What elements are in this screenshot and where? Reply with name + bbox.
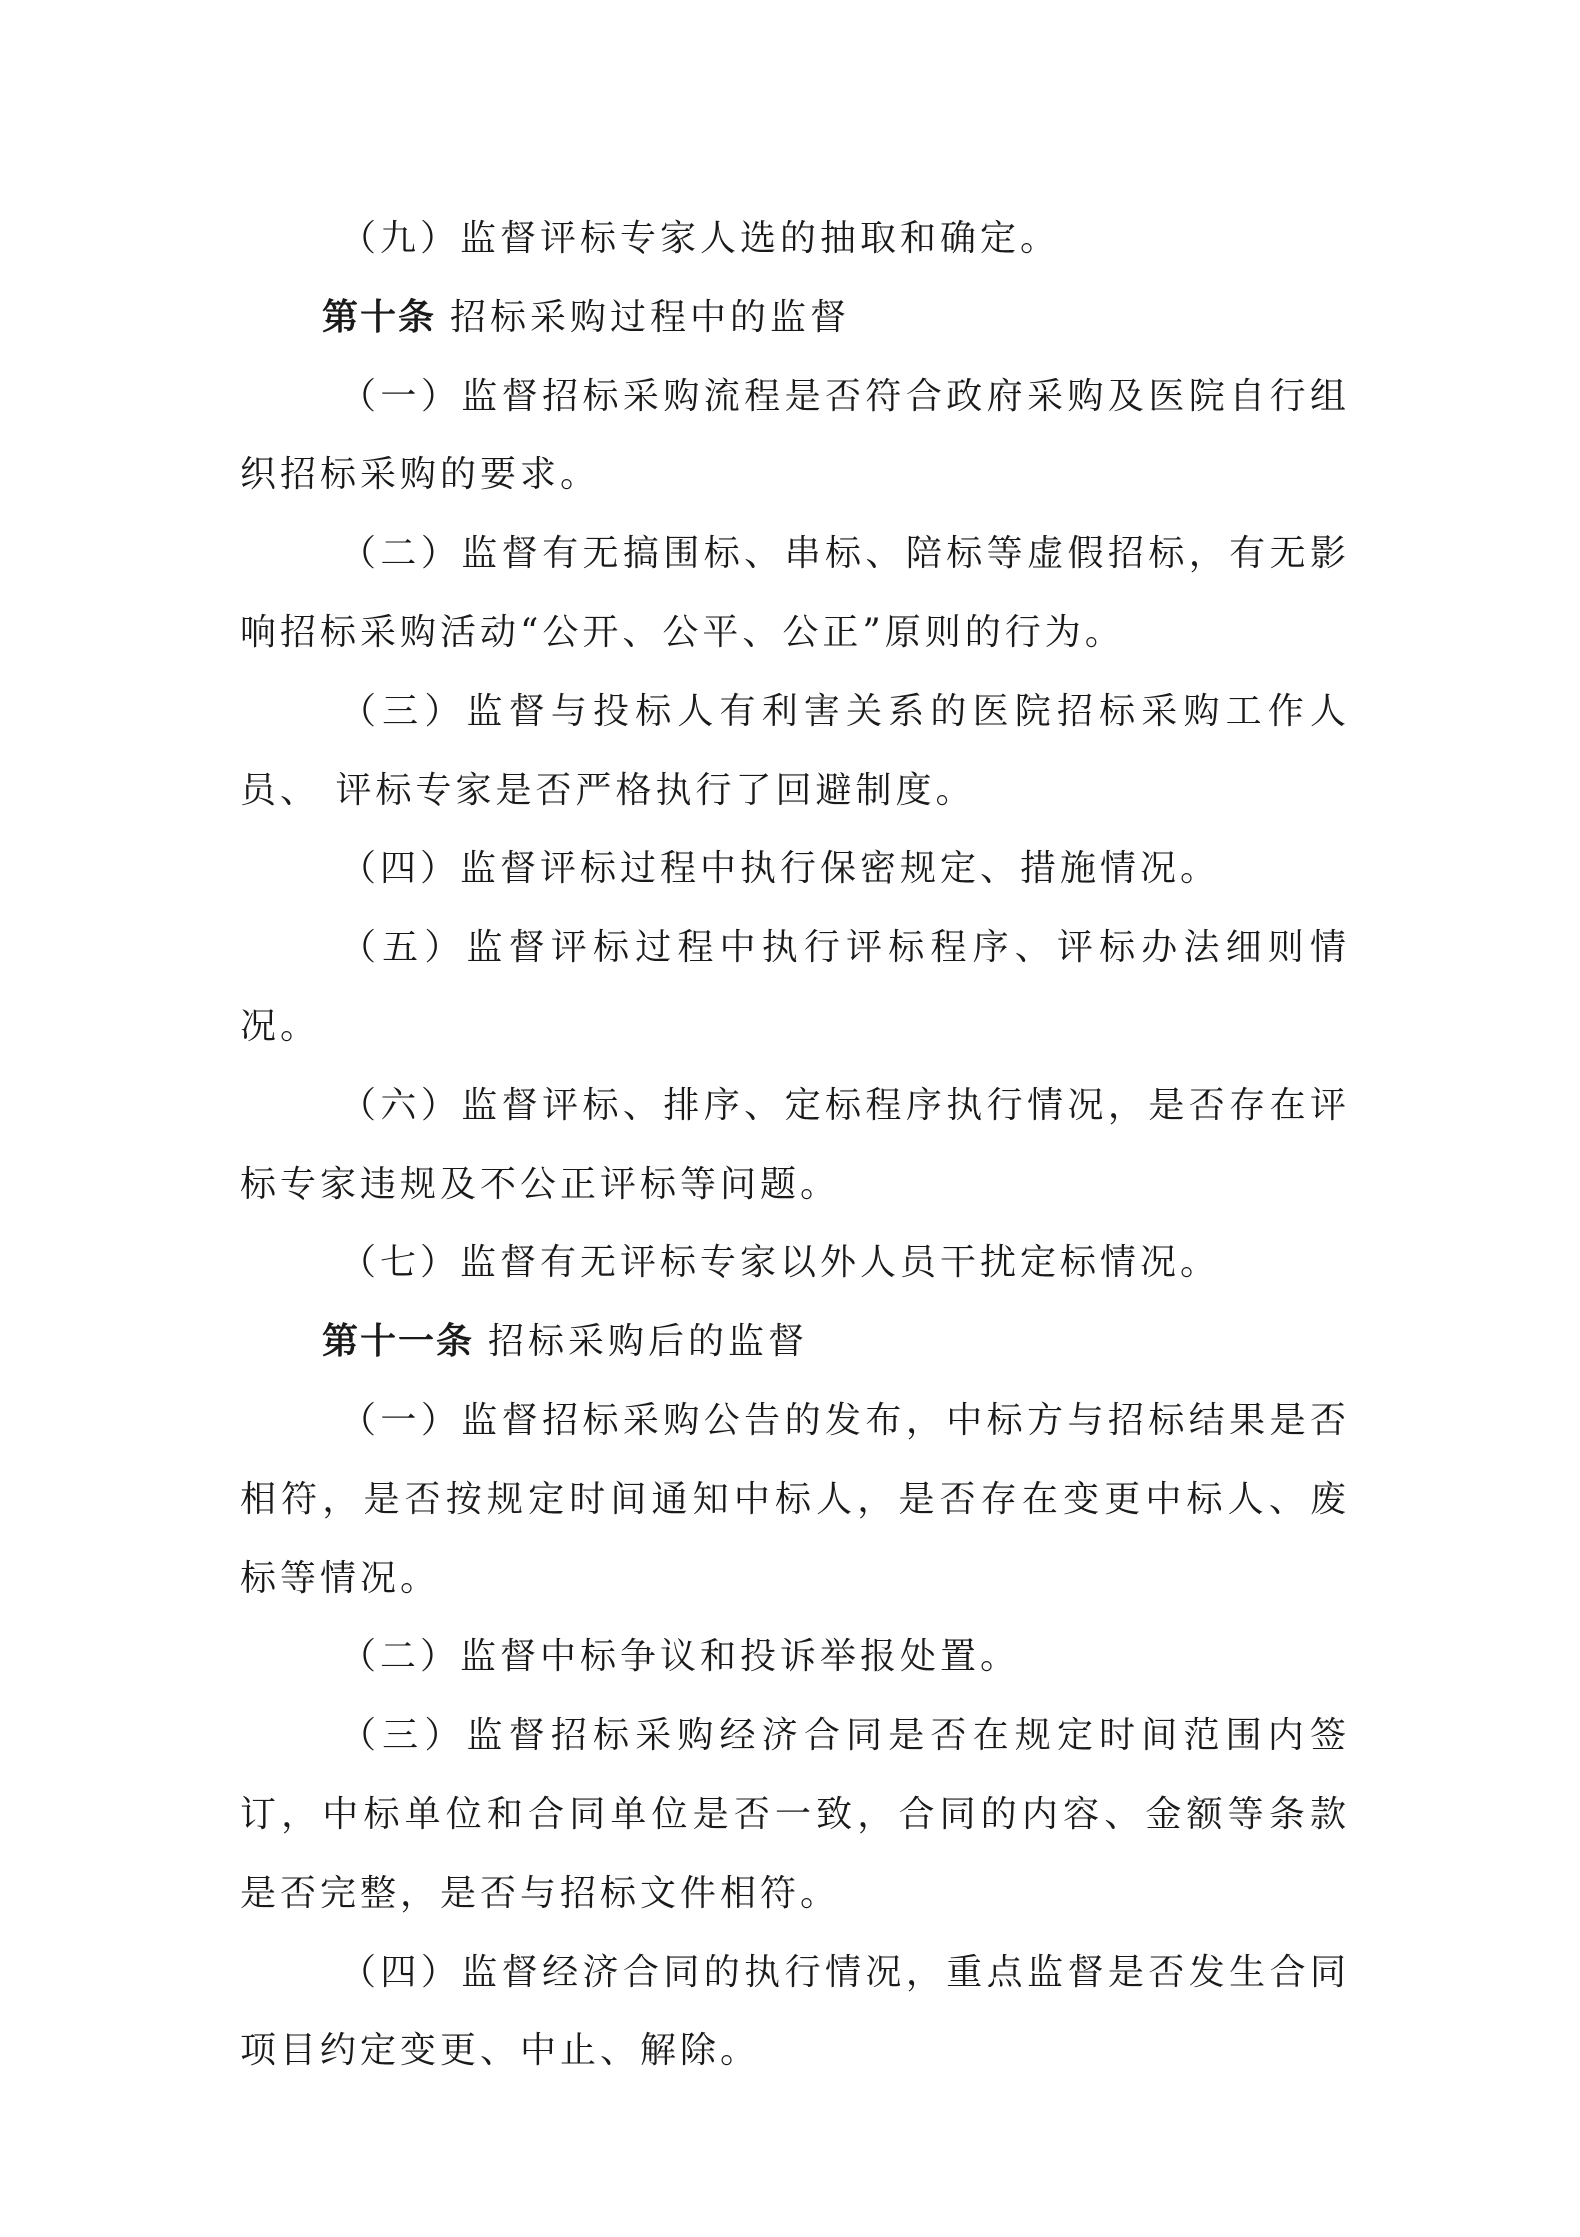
- paragraph-item-9: （九）监督评标专家人选的抽取和确定。: [340, 218, 1061, 259]
- paragraph-item-2: （二）监督中标争议和投诉举报处置。: [340, 1636, 1021, 1678]
- paragraph-item-3: （三）监督招标采购经济合同是否在规定时间范围内签订，中标单位和合同单位是否一致，合同的内容、金额等条款是否完整，是否与招标文件相符。: [240, 1715, 1350, 1914]
- article-title: 招标采购过程中的监督: [450, 296, 851, 338]
- article-title: 招标采购后的监督: [488, 1321, 809, 1363]
- article-11-heading: [240, 1303, 1350, 1382]
- article-number: 第十条: [322, 296, 437, 338]
- paragraph-item-6: （六）监督评标、排序、定标程序执行情况，是否存在评标专家违规及不公正评标等问题。: [240, 1084, 1350, 1205]
- article-number: 第十一条: [322, 1321, 475, 1363]
- paragraph-item-1: （一）监督招标采购公告的发布，中标方与招标结果是否相符，是否按规定时间通知中标人，是否存在变更中标人、废标等情况。: [240, 1399, 1350, 1599]
- paragraph-item-7: （七）监督有无评标专家以外人员干扰定标情况。: [340, 1242, 1221, 1284]
- paragraph-item-3: （三）监督与投标人有利害关系的医院招标采购工作人员、 评标专家是否严格执行了回避制度。: [240, 690, 1350, 811]
- article-10-heading: [240, 279, 1350, 358]
- paragraph-item-5: （五）监督评标过程中执行评标程序、评标办法细则情况。: [240, 927, 1350, 1047]
- paragraph-item-2: （二）监督有无搞围标、串标、陪标等虚假招标，有无影响招标采购活动“公开、公平、公正”原则的行为。: [240, 533, 1350, 653]
- paragraph-item-4: （四）监督评标过程中执行保密规定、措施情况。: [340, 848, 1221, 890]
- document-body: [240, 200, 1350, 2091]
- paragraph-item-1: （一）监督招标采购流程是否符合政府采购及医院自行组织招标采购的要求。: [240, 375, 1350, 496]
- paragraph-item-4: （四）监督经济合同的执行情况，重点监督是否发生合同项目约定变更、中止、解除。: [240, 1951, 1350, 2072]
